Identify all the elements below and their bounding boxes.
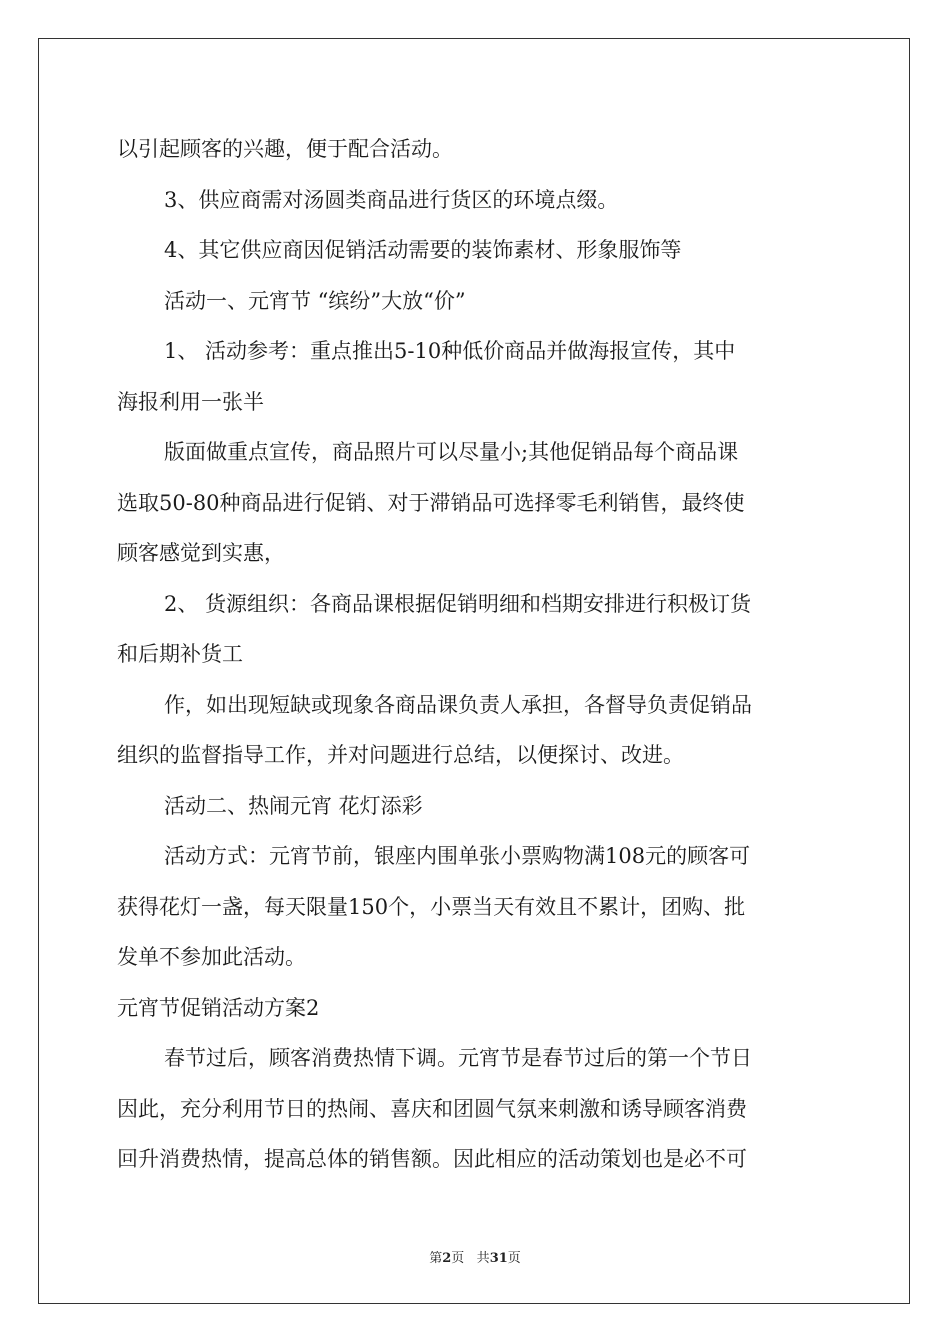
- page-suffix: 页: [451, 1251, 465, 1266]
- text-line: 选取50-80种商品进行促销、对于滞销品可选择零毛利销售，最终使: [117, 490, 745, 515]
- total-prefix: 共: [476, 1251, 490, 1266]
- text-line: 发单不参加此活动。: [117, 945, 306, 969]
- text-line: 顾客感觉到实惠，: [117, 541, 285, 565]
- section-heading: 活动二、热闹元宵 花灯添彩: [164, 793, 423, 818]
- text-line: 组织的监督指导工作，并对问题进行总结，以便探讨、改进。: [117, 743, 684, 767]
- text-line: 春节过后，顾客消费热情下调。元宵节是春节过后的第一个节日: [164, 1046, 752, 1070]
- text-line: 活动方式：元宵节前，银座内围单张小票购物满108元的顾客可: [164, 844, 751, 868]
- text-line: 因此，充分利用节日的热闹、喜庆和团圆气氛来刺激和诱导顾客消费: [117, 1096, 747, 1121]
- page-prefix: 第: [429, 1251, 443, 1266]
- text-line: 1、 活动参考：重点推出5-10种低价商品并做海报宣传，其中: [164, 339, 736, 363]
- text-line: 获得花灯一盏，每天限量150个，小票当天有效且不累计，团购、批: [117, 894, 746, 919]
- text-line: 4、其它供应商因促销活动需要的装饰素材、形象服饰等: [164, 238, 682, 262]
- text-line: 回升消费热情，提高总体的销售额。因此相应的活动策划也是必不可: [117, 1147, 747, 1171]
- text-line: 2、 货源组织：各商品课根据促销明细和档期安排进行积极订货: [164, 591, 752, 616]
- text-line: 作，如出现短缺或现象各商品课负责人承担，各督导负责促销品: [164, 692, 752, 717]
- text-line: 版面做重点宣传，商品照片可以尽量小;其他促销品每个商品课: [164, 440, 739, 464]
- document-title: 元宵节促销活动方案2: [117, 995, 320, 1020]
- text-line: 和后期补货工: [117, 642, 243, 666]
- text-line: 以引起顾客的兴趣，便于配合活动。: [117, 137, 453, 161]
- document-body: [117, 124, 837, 1185]
- section-heading: 活动一、元宵节 “缤纷”大放“价”: [164, 288, 466, 313]
- total-pages: 31: [489, 1251, 508, 1266]
- text-line: 海报利用一张半: [117, 389, 264, 414]
- page-footer: [0, 1247, 950, 1266]
- text-line: 3、供应商需对汤圆类商品进行货区的环境点缀。: [164, 187, 619, 212]
- total-suffix: 页: [507, 1251, 521, 1266]
- page-number: 2: [442, 1251, 452, 1266]
